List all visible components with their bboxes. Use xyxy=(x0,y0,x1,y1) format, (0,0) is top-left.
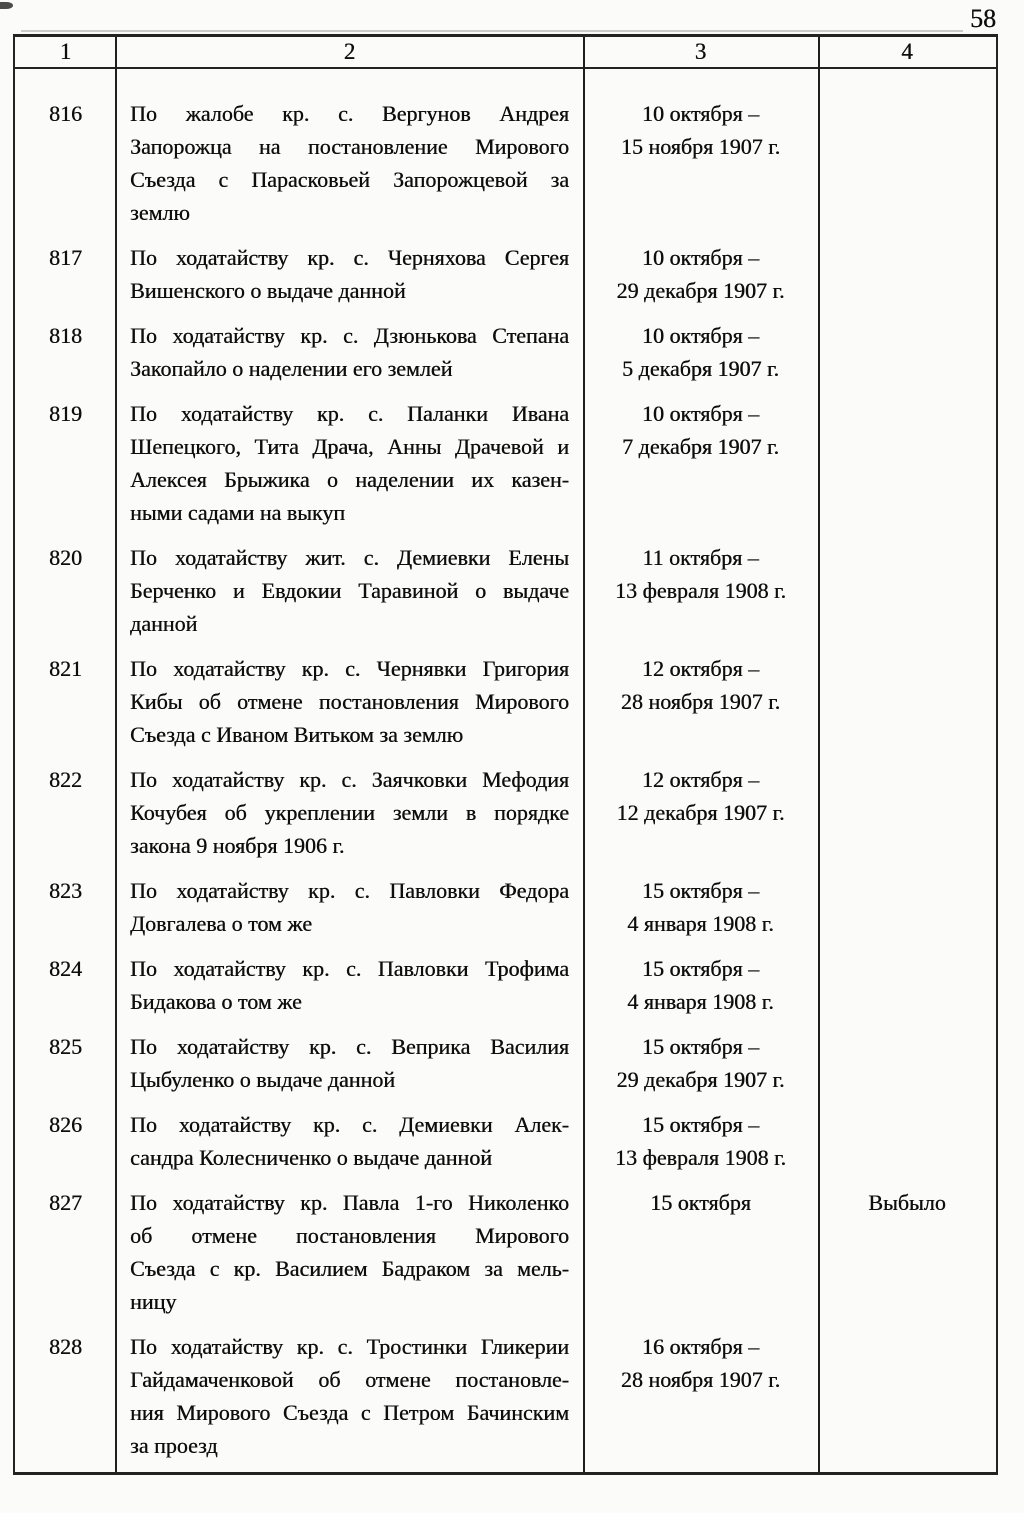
description-line: Закопайло о наделении его землей xyxy=(130,356,453,381)
case-dates xyxy=(583,1030,818,1096)
table-header-row xyxy=(15,37,996,69)
description-line: По ходатайству кр. с. Тростинки Гликерии xyxy=(130,1334,569,1359)
date-line: 29 декабря 1907 г. xyxy=(616,1067,785,1092)
case-description xyxy=(116,652,583,751)
case-note: Выбыло xyxy=(868,1190,946,1215)
date-line: 15 октября – xyxy=(641,1034,760,1059)
case-number: 817 xyxy=(49,245,82,270)
header-cell-4: 4 xyxy=(901,39,913,64)
description-line: Вишенского о выдаче данной xyxy=(130,278,406,303)
table-row xyxy=(15,1186,996,1318)
description-line: Берченко и Евдокии Таравиной о выдаче xyxy=(130,578,569,603)
description-line: за проезд xyxy=(130,1433,218,1458)
table-row xyxy=(15,397,996,529)
case-dates xyxy=(583,763,818,829)
date-line: 12 декабря 1907 г. xyxy=(616,800,785,825)
table-body xyxy=(15,69,996,1470)
description-line: Запорожца на постановление Мирового xyxy=(130,134,569,159)
table-row xyxy=(15,541,996,640)
description-line: Съезда с Иваном Витьком за землю xyxy=(130,722,464,747)
case-description xyxy=(116,1186,583,1318)
table-row xyxy=(15,874,996,940)
date-line: 12 октября – xyxy=(641,767,760,792)
case-description xyxy=(116,1108,583,1174)
date-line: 29 декабря 1907 г. xyxy=(616,278,785,303)
description-line: По ходатайству кр. с. Заячковки Мефодия xyxy=(130,767,569,792)
case-number: 828 xyxy=(49,1334,82,1359)
description-line: Цыбуленко о выдаче данной xyxy=(130,1067,395,1092)
table-row xyxy=(15,652,996,751)
case-dates xyxy=(583,319,818,385)
description-line: об отмене постановления Мирового xyxy=(130,1223,569,1248)
description-line: землю xyxy=(130,200,190,225)
table-row xyxy=(15,1030,996,1096)
case-description xyxy=(116,541,583,640)
table-row xyxy=(15,1330,996,1462)
table-row xyxy=(15,319,996,385)
description-line: ния Мирового Съезда с Петром Бачинским xyxy=(130,1400,569,1425)
case-number: 821 xyxy=(49,656,82,681)
case-dates xyxy=(583,874,818,940)
table-row xyxy=(15,763,996,862)
description-line: сандра Колесниченко о выдаче данной xyxy=(130,1145,492,1170)
date-line: 10 октября – xyxy=(641,401,760,426)
case-number: 820 xyxy=(49,545,82,570)
case-number: 818 xyxy=(49,323,82,348)
description-line: По ходатайству кр. с. Чернявки Григория xyxy=(130,656,569,681)
description-line: По ходатайству кр. с. Павловки Трофима xyxy=(130,956,569,981)
description-line: данной xyxy=(130,611,198,636)
case-description xyxy=(116,1030,583,1096)
case-dates xyxy=(583,1186,818,1219)
description-line: закона 9 ноября 1906 г. xyxy=(130,833,345,858)
case-description xyxy=(116,241,583,307)
case-dates xyxy=(583,652,818,718)
column-divider-2 xyxy=(583,37,585,1472)
table-row xyxy=(15,1108,996,1174)
description-line: Довгалева о том же xyxy=(130,911,312,936)
column-divider-1 xyxy=(115,37,117,1472)
case-number: 819 xyxy=(49,401,82,426)
date-line: 15 октября – xyxy=(641,956,760,981)
date-line: 12 октября – xyxy=(641,656,760,681)
table-row xyxy=(15,952,996,1018)
description-line: По ходатайству кр. с. Паланки Ивана xyxy=(130,401,569,426)
case-number: 825 xyxy=(49,1034,82,1059)
date-line: 10 октября – xyxy=(641,323,760,348)
scan-smear-line xyxy=(21,30,963,32)
table-row xyxy=(15,241,996,307)
description-line: Алексея Брыжика о наделении их казен- xyxy=(130,467,569,492)
scan-artifact-mark xyxy=(0,2,13,9)
description-line: ными садами на выкуп xyxy=(130,500,346,525)
description-line: По ходатайству кр. с. Павловки Федора xyxy=(130,878,569,903)
case-number: 816 xyxy=(49,101,82,126)
description-line: Кибы об отмене постановления Мирового xyxy=(130,689,569,714)
case-dates xyxy=(583,952,818,1018)
header-cell-3: 3 xyxy=(694,39,707,64)
register-table xyxy=(13,34,998,1475)
case-description xyxy=(116,1330,583,1462)
description-line: Шепецкого, Тита Драча, Анны Драчевой и xyxy=(130,434,569,459)
date-line: 10 октября – xyxy=(641,101,760,126)
description-line: Кочубея об укреплении земли в порядке xyxy=(130,800,569,825)
case-description xyxy=(116,97,583,229)
date-line: 28 ноября 1907 г. xyxy=(620,1367,781,1392)
date-line: 13 февраля 1908 г. xyxy=(614,578,786,603)
date-line: 10 октября – xyxy=(641,245,760,270)
case-dates xyxy=(583,541,818,607)
date-line: 7 декабря 1907 г. xyxy=(622,434,779,459)
case-description xyxy=(116,319,583,385)
description-line: По жалобе кр. с. Вергунов Андрея xyxy=(130,101,569,126)
header-cell-1: 1 xyxy=(59,39,72,64)
date-line: 13 февраля 1908 г. xyxy=(614,1145,786,1170)
header-cell-2: 2 xyxy=(343,39,356,64)
description-line: Гайдамаченковой об отмене постановле- xyxy=(130,1367,569,1392)
date-line: 4 января 1908 г. xyxy=(627,911,774,936)
case-dates xyxy=(583,97,818,163)
description-line: ницу xyxy=(130,1289,177,1314)
case-number: 824 xyxy=(49,956,82,981)
page-number: 58 xyxy=(970,4,996,33)
case-number: 826 xyxy=(49,1112,82,1137)
case-number: 823 xyxy=(49,878,82,903)
case-number: 827 xyxy=(49,1190,82,1215)
date-line: 28 ноября 1907 г. xyxy=(620,689,781,714)
column-divider-3 xyxy=(818,37,820,1472)
date-line: 15 октября – xyxy=(641,878,760,903)
date-line: 5 декабря 1907 г. xyxy=(622,356,779,381)
description-line: По ходатайству кр. Павла 1-го Николенко xyxy=(130,1190,569,1215)
case-description xyxy=(116,763,583,862)
case-dates xyxy=(583,1330,818,1396)
case-description xyxy=(116,397,583,529)
description-line: Съезда с кр. Василием Бадраком за мель- xyxy=(130,1256,569,1281)
case-dates xyxy=(583,397,818,463)
date-line: 4 января 1908 г. xyxy=(627,989,774,1014)
date-line: 15 октября – xyxy=(641,1112,760,1137)
date-line: 15 октября xyxy=(650,1190,751,1215)
case-description xyxy=(116,874,583,940)
date-line: 16 октября – xyxy=(641,1334,760,1359)
case-dates xyxy=(583,1108,818,1174)
description-line: По ходатайству кр. с. Черняхова Сергея xyxy=(130,245,569,270)
description-line: По ходатайству жит. с. Демиевки Елены xyxy=(130,545,569,570)
date-line: 15 ноября 1907 г. xyxy=(620,134,781,159)
case-dates xyxy=(583,241,818,307)
description-line: Бидакова о том же xyxy=(130,989,302,1014)
description-line: Съезда с Парасковьей Запорожцевой за xyxy=(130,167,569,192)
case-description xyxy=(116,952,583,1018)
date-line: 11 октября – xyxy=(642,545,759,570)
table-row xyxy=(15,97,996,229)
description-line: По ходатайству кр. с. Веприка Василия xyxy=(130,1034,569,1059)
description-line: По ходатайству кр. с. Демиевки Алек- xyxy=(130,1112,569,1137)
case-number: 822 xyxy=(49,767,82,792)
description-line: По ходатайству кр. с. Дзюнькова Степана xyxy=(130,323,569,348)
